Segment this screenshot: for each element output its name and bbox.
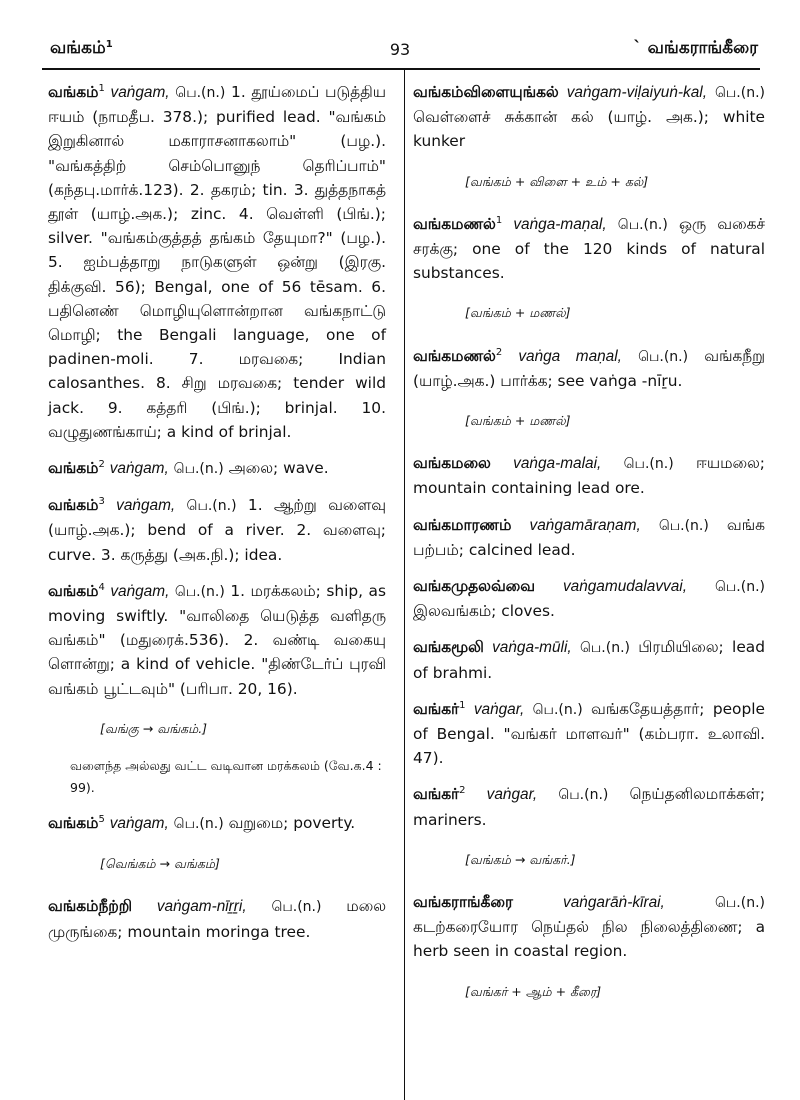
definition-text: வறுமை; poverty. bbox=[223, 814, 356, 833]
definition-text: வங்கநீறு (யாழ்.அக.) பார்க்க; see vaṅga -nīṟu. bbox=[413, 346, 765, 390]
entry-headword: வங்கம் bbox=[48, 459, 99, 478]
dictionary-entry bbox=[413, 344, 765, 393]
right-column bbox=[413, 80, 765, 1022]
entry-headword: வங்கமணல் bbox=[413, 346, 496, 365]
dictionary-entry bbox=[48, 894, 386, 943]
dictionary-entry bbox=[413, 782, 765, 831]
part-of-speech: பெ.(n.) bbox=[623, 456, 674, 473]
entry-headword: வங்கமணல் bbox=[413, 214, 496, 233]
entry-headword: வங்கம் bbox=[48, 814, 99, 833]
entry-headword: வங்கர் bbox=[413, 699, 460, 718]
definition-text: வங்கதேயத்தார்; people of Bengal. "வங்கர் மாளவர்" (கம்பரா. உலாவி. 47). bbox=[413, 699, 765, 768]
entry-headword: வங்கமாரணம் bbox=[413, 515, 512, 534]
definition-text: ஒரு வகைச் சரக்கு; one of the 120 kinds of natural substances. bbox=[413, 214, 765, 283]
part-of-speech: பெ.(n.) bbox=[617, 216, 668, 233]
dictionary-entry bbox=[413, 451, 765, 500]
dictionary-entry bbox=[413, 574, 765, 623]
etymology: [வங்கம் + மணல்] bbox=[465, 305, 571, 321]
homonym-number: 1 bbox=[459, 699, 466, 711]
dictionary-entry bbox=[48, 80, 386, 444]
transliteration: vaṅgamudalavvai, bbox=[562, 578, 687, 596]
homonym-number: 2 bbox=[495, 346, 503, 358]
entry-headword: வங்கமுதலவ்வை bbox=[413, 577, 535, 596]
dictionary-entry bbox=[413, 513, 765, 562]
definition-text: இலவங்கம்; cloves. bbox=[413, 602, 555, 621]
transliteration: vaṅga-malai, bbox=[513, 455, 602, 473]
dictionary-entry bbox=[413, 697, 765, 771]
entry-headword: வங்கமலை bbox=[413, 454, 491, 473]
definition-text: 1. ஆற்று வளைவு (யாழ்.அக.); bend of a river. 2. வளைவு; curve. 3. கருத்து (அக.நி.); idea. bbox=[48, 496, 386, 564]
part-of-speech: பெ.(n.) bbox=[638, 348, 689, 365]
transliteration: vaṅgam, bbox=[110, 582, 170, 600]
etymology: [வங்கம் + மணல்] bbox=[465, 413, 571, 429]
homonym-number: 2 bbox=[98, 459, 105, 471]
transliteration: vaṅga-mūli, bbox=[492, 639, 572, 657]
homonym-number: 4 bbox=[98, 581, 105, 593]
part-of-speech: பெ.(n.) bbox=[658, 517, 709, 534]
dictionary-entry bbox=[48, 811, 386, 836]
definition-text: 1. தூய்மைப் படுத்திய ஈயம் (நாமதீப. 378.); purified lead. "வங்கம் இறுகினால் மகாராசனாகலாம்" (பழ.). "வங்கத்திற் செம்பொனுந் தெரிப்பாம்" (கந்தபு.மார்க்.123). 2. தகரம்; tin. 3. துத்தநாகத் தூள் (யாழ்.அக.); zinc. 4. வெள்ளி (பிங்.); silver. "வங்கம்குத்தத் தங்கம் தேயுமா?" (பழ.). 5. ஐம்பத்தாறு நாடுகளுள் ஒன்று (இரகு. திக்குவி. 56); Bengal, one of 56 tēsam. 6. பதினெண் மொழியுளொன்றான வங்கநாட்டு மொழி; the Bengali language, one of padinen-moli. 7. மரவகை; Indian calosanthes. 8. சிறு மரவகை; tender wild jack. 9. கத்தரி (பிங்.); brinjal. 10. வழுதுணங்காய்; a kind of brinjal. bbox=[48, 83, 386, 441]
transliteration: vaṅgar, bbox=[473, 700, 525, 718]
homonym-number: 5 bbox=[98, 814, 105, 826]
definition-text: 1. மரக்கலம்; ship, as moving swiftly. "வாலிதை யெடுத்த வளிதரு வங்கம்" (மதுரைக்.536). 2. வண்டி வகையு ளொன்று; a kind of vehicle. "திண்டேர்ப் புரவி வங்கம் பூட்டவும்" (பரிபா. 20, 16). bbox=[48, 581, 386, 698]
part-of-speech: பெ.(n.) bbox=[714, 895, 765, 912]
entry-headword: வங்கம்விளையுங்கல் bbox=[413, 83, 559, 101]
transliteration: vaṅga maṇal, bbox=[518, 347, 622, 365]
entry-headword: வங்கம் bbox=[48, 581, 99, 600]
transliteration: vaṅgam-nīṟṟi, bbox=[156, 898, 247, 916]
dictionary-entry bbox=[413, 212, 765, 286]
homonym-number: 1 bbox=[495, 214, 503, 226]
header-rule bbox=[42, 68, 760, 70]
definition-text: பிரமியிலை; lead of brahmi. bbox=[413, 638, 765, 682]
header-left-guide-word: வங்கம்$^1$ bbox=[50, 38, 113, 58]
definition-text: மலை முருங்கை; mountain moringa tree. bbox=[48, 897, 386, 941]
transliteration: vaṅgam, bbox=[116, 497, 176, 515]
etymology: [வங்கம் → வங்கர்.] bbox=[465, 851, 576, 867]
entry-headword: வங்கராங்கீரை bbox=[413, 893, 513, 912]
entry-headword: வங்கர் bbox=[413, 785, 460, 804]
definition-text: வங்க பற்பம்; calcined lead. bbox=[413, 515, 765, 559]
column-divider bbox=[404, 70, 405, 1100]
definition-text: அலை; wave. bbox=[223, 459, 329, 478]
part-of-speech: பெ.(n.) bbox=[558, 787, 609, 804]
entry-headword: வங்கம்நீற்றி bbox=[48, 897, 133, 916]
etymology: [வங்கு → வங்கம்.] bbox=[100, 720, 208, 736]
homonym-number: 2 bbox=[459, 785, 466, 797]
dictionary-entry bbox=[48, 493, 386, 567]
dictionary-entry bbox=[413, 890, 765, 964]
page-number: 93 bbox=[389, 40, 411, 59]
part-of-speech: பெ.(n.) bbox=[714, 579, 765, 596]
definition-text: கடற்கரையோர நெய்தல் நில நிலைத்திணை; a herb seen in coastal region. bbox=[413, 918, 765, 961]
transliteration: vaṅgam-viḷaiyuṅ-kal, bbox=[566, 84, 707, 101]
entry-headword: வங்கம் bbox=[48, 83, 99, 101]
dictionary-entry bbox=[48, 456, 386, 481]
part-of-speech: பெ.(n.) bbox=[173, 461, 224, 478]
homonym-number: 3 bbox=[98, 496, 105, 508]
part-of-speech: பெ.(n.) bbox=[271, 899, 322, 916]
part-of-speech: பெ.(n.) bbox=[173, 816, 224, 833]
entry-headword: வங்கம் bbox=[48, 496, 99, 515]
definition-text: நெய்தனிலமாக்கள்; mariners. bbox=[413, 785, 765, 829]
definition-text: வெள்ளைச் சுக்கான் கல் (யாழ். அக.); white kunker bbox=[413, 108, 765, 151]
definition-text: ஈயமலை; mountain containing lead ore. bbox=[413, 454, 765, 498]
part-of-speech: பெ.(n.) bbox=[714, 85, 765, 101]
transliteration: vaṅga-maṇal, bbox=[513, 215, 607, 233]
part-of-speech: பெ.(n.) bbox=[186, 498, 237, 515]
transliteration: vaṅgam, bbox=[109, 460, 169, 478]
header-right-guide-word: ` வங்கராங்கீரை bbox=[633, 38, 758, 58]
transliteration: vaṅgamāraṇam, bbox=[529, 516, 641, 534]
transliteration: vaṅgarāṅ-kīrai, bbox=[563, 894, 665, 912]
part-of-speech: பெ.(n.) bbox=[579, 640, 630, 657]
transliteration: vaṅgam, bbox=[109, 815, 169, 833]
left-column bbox=[48, 80, 386, 956]
etymology: [வெங்கம் → வங்கம்] bbox=[100, 856, 220, 872]
etymology: [வங்கர் + ஆம் + கீரை] bbox=[465, 983, 602, 999]
etymology-note: வளைந்த அல்லது வட்ட வடிவான மரக்கலம் (வே.க.4 : 99). bbox=[70, 758, 382, 796]
part-of-speech: பெ.(n.) bbox=[175, 85, 226, 101]
etymology: [வங்கம் + விளை + உம் + கல்] bbox=[465, 173, 649, 189]
dictionary-entry bbox=[413, 635, 765, 684]
dictionary-entry bbox=[48, 579, 386, 701]
part-of-speech: பெ.(n.) bbox=[532, 701, 583, 718]
transliteration: vaṅgar, bbox=[486, 786, 538, 804]
transliteration: vaṅgam, bbox=[110, 84, 170, 101]
entry-headword: வங்கமூலி bbox=[413, 638, 484, 657]
dictionary-entry bbox=[413, 80, 765, 154]
homonym-number: 1 bbox=[98, 83, 105, 94]
part-of-speech: பெ.(n.) bbox=[174, 583, 225, 600]
